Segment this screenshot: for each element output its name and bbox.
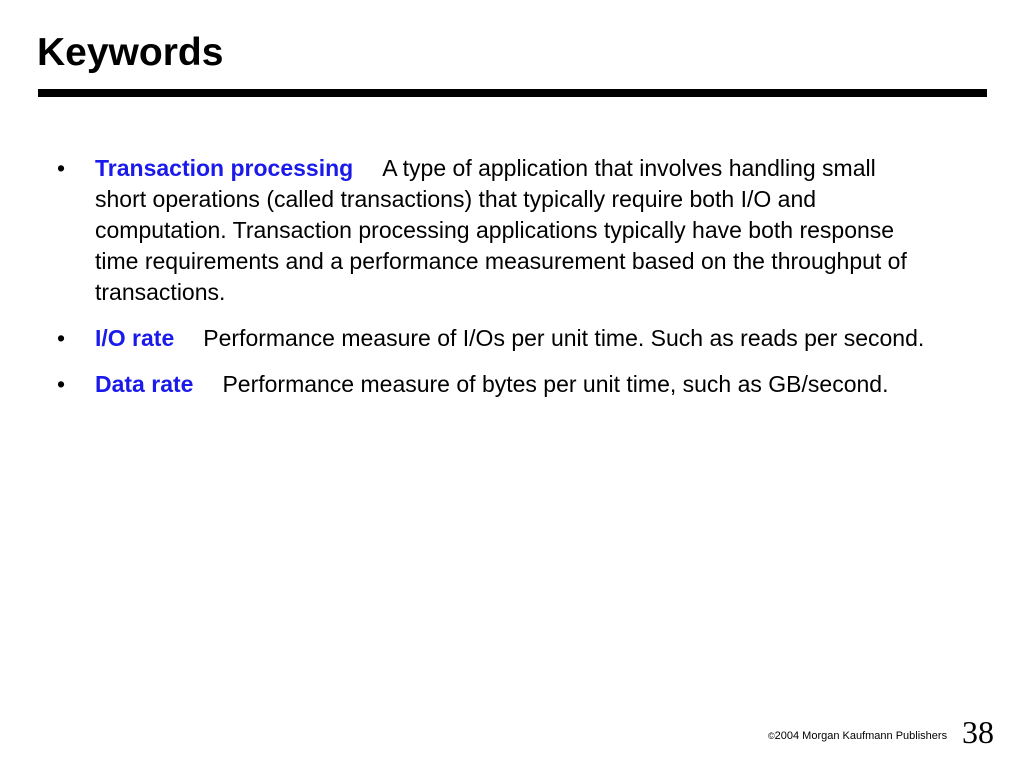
copyright-symbol: ©: [768, 731, 775, 741]
page-number: 38: [962, 714, 994, 750]
keyword-list: [0, 153, 1024, 415]
keyword-item-io-rate: [0, 323, 925, 354]
bullet: •: [57, 371, 66, 397]
footer-copyright: [768, 729, 947, 743]
bullet: •: [57, 155, 66, 181]
bullet: •: [57, 325, 66, 351]
keyword-term: Data rate: [95, 371, 194, 397]
keyword-term: Transaction processing: [95, 155, 354, 181]
copyright-text: 2004 Morgan Kaufmann Publishers: [774, 730, 948, 742]
slide-title: Keywords: [37, 31, 224, 74]
title-divider: [38, 89, 987, 97]
keyword-term: I/O rate: [95, 325, 175, 351]
keyword-definition: A type of application that involves handling small short operations (called transactions) that typically require both I/O and computation. Transaction processing applications typically have both response time requirements and a performance measurement based on the throughput of transactions.: [95, 155, 907, 305]
keyword-definition: Performance measure of I/Os per unit time. Such as reads per second.: [203, 325, 925, 351]
keyword-definition: Performance measure of bytes per unit time, such as GB/second.: [222, 371, 889, 397]
keyword-item-transaction-processing: [0, 153, 925, 308]
keyword-item-data-rate: [0, 369, 925, 400]
